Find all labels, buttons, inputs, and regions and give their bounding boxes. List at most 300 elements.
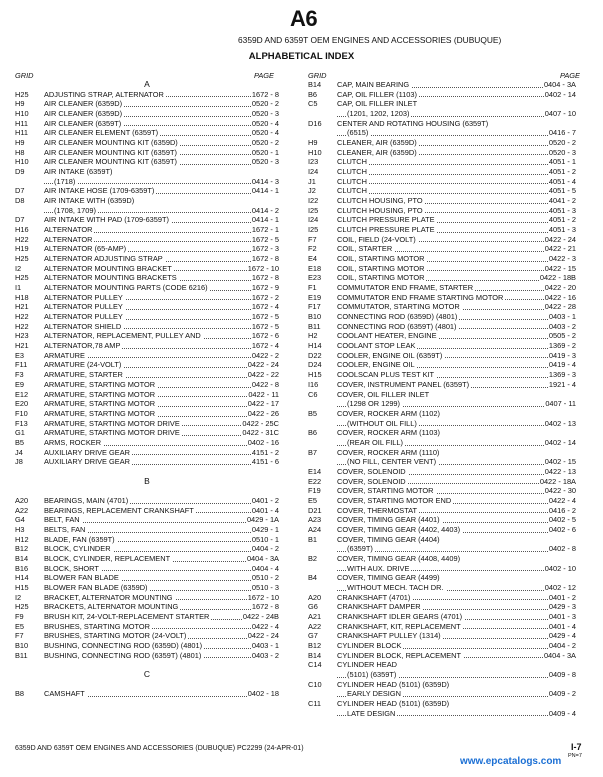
- index-entry: [308, 699, 576, 709]
- page-ref: 0422 - 31C: [242, 428, 279, 438]
- page-ref: 4051 - 2: [548, 167, 576, 177]
- index-entry: [308, 225, 576, 235]
- index-entry: [15, 583, 279, 593]
- page-ref: 1672 - 4: [251, 302, 279, 312]
- grid-ref: B14: [308, 80, 322, 89]
- page-ref: 4051 - 4: [548, 176, 576, 186]
- page-ref: 0422 - 2: [251, 350, 279, 360]
- index-entry: [15, 322, 279, 332]
- page-ref: 0416 - 7: [548, 128, 576, 138]
- index-entry: [15, 506, 279, 516]
- index-entry: [15, 331, 279, 341]
- index-entry: [308, 302, 576, 312]
- grid-ref: [308, 128, 337, 138]
- page-ref: 0520 - 2: [548, 138, 576, 148]
- entry-text: CYLINDER HEAD: [337, 660, 397, 670]
- index-entry: [15, 138, 279, 148]
- page-ref: 0422 - 17: [247, 399, 279, 409]
- page-ref: 0422 - 30: [544, 486, 576, 496]
- grid-ref: H16: [15, 225, 29, 235]
- index-entry: [15, 525, 279, 535]
- entry-text: CLUTCH: [337, 176, 367, 186]
- entry-text: CLUTCH: [337, 157, 367, 167]
- grid-ref: H9: [15, 138, 25, 148]
- grid-ref: F7: [308, 234, 317, 244]
- grid-ref: [308, 564, 337, 574]
- grid-ref: E5: [308, 495, 318, 505]
- grid-ref: F11: [15, 360, 28, 370]
- index-entry: [308, 457, 576, 467]
- entry-text: ARMATURE, STARTING MOTOR: [44, 389, 156, 399]
- index-entry: [308, 583, 576, 593]
- index-entry: [15, 293, 279, 303]
- index-entry: [15, 409, 279, 419]
- index-title: ALPHABETICAL INDEX: [248, 51, 355, 62]
- grid-ref: F10: [15, 408, 28, 418]
- index-entry: [308, 496, 576, 506]
- page-ref: 1672 - 5: [251, 234, 279, 244]
- page-ref: 0422 - 24: [247, 360, 279, 370]
- page-ref: 0414 - 2: [251, 205, 279, 215]
- grid-ref: A23: [308, 515, 322, 525]
- page-ref: 0520 - 4: [251, 128, 279, 138]
- grid-ref: [308, 709, 337, 719]
- grid-ref: B12: [15, 544, 29, 554]
- index-entry: [15, 612, 279, 622]
- entry-text: AIR CLEANER (6359T): [44, 118, 122, 128]
- entry-text: BRUSHES, STARTING MOTOR: [44, 621, 150, 631]
- grid-ref: E20: [15, 399, 29, 409]
- index-entry: [15, 593, 279, 603]
- index-entry: [15, 99, 279, 109]
- entry-text: COVER, ROCKER ARM (1102): [337, 408, 440, 418]
- entry-text: CLEANER, AIR (6359D): [337, 147, 417, 157]
- page-ref: 0401 - 3: [548, 611, 576, 621]
- entry-text: COVER, TIMING GEAR (4499): [337, 573, 440, 583]
- index-entry: [308, 157, 576, 167]
- entry-text: COVER, TIMING GEAR (4402, 4403): [337, 524, 461, 534]
- index-entry: [15, 196, 279, 206]
- entry-text: ALTERNATOR ADJUSTING STRAP: [44, 254, 163, 264]
- entry-text: ARMS, ROCKER: [44, 437, 102, 447]
- page-ref: 0429 - 1A: [246, 515, 279, 525]
- page-ref: [575, 660, 576, 670]
- grid-ref: B14: [308, 650, 322, 660]
- entry-text: ADJUSTING STRAP, ALTERNATOR: [44, 89, 164, 99]
- index-entry: [308, 244, 576, 254]
- index-entry: [15, 428, 279, 438]
- entry-text: (WITHOUT OIL FILL): [347, 418, 417, 428]
- grid-ref: D24: [308, 360, 322, 370]
- index-entry: [308, 254, 576, 264]
- index-entry: [308, 573, 576, 583]
- watermark-link[interactable]: www.epcatalogs.com: [460, 756, 562, 767]
- grid-ref: H25: [15, 254, 29, 264]
- entry-text: WITH AUX. DRIVE: [347, 563, 410, 573]
- grid-ref: I2: [15, 263, 22, 273]
- grid-ref: C6: [308, 389, 318, 399]
- index-entry: [308, 399, 576, 409]
- page-ref: 0402 - 14: [544, 89, 576, 99]
- index-entry: [308, 486, 576, 496]
- entry-text: COVER, OIL FILLER INLET: [337, 389, 430, 399]
- grid-ref: H22: [15, 312, 29, 322]
- entry-text: BLADE, FAN (6359T): [44, 534, 115, 544]
- entry-text: COVER, SOLENOID: [337, 466, 406, 476]
- entry-text: ARMATURE, STARTING MOTOR: [44, 399, 156, 409]
- grid-ref: E14: [308, 466, 322, 476]
- grid-ref: B8: [15, 689, 25, 699]
- grid-ref: H15: [15, 582, 29, 592]
- page-ref: 1672 - 3: [251, 244, 279, 254]
- page-ref: 1369 - 2: [548, 341, 576, 351]
- grid-ref: E19: [308, 292, 322, 302]
- grid-ref: A20: [15, 495, 29, 505]
- index-entry: [15, 573, 279, 583]
- grid-ref: J4: [15, 447, 23, 457]
- footer-pn: PN=7: [568, 753, 582, 759]
- index-entry: [15, 302, 279, 312]
- page-ref: [575, 119, 576, 129]
- entry-text: CLUTCH PRESSURE PLATE: [337, 215, 435, 225]
- page-ref: 0422 - 25C: [242, 418, 279, 428]
- entry-text: AIR INTAKE (6359T): [44, 167, 113, 177]
- index-entry: [308, 525, 576, 535]
- page-ref: 0402 - 10: [544, 563, 576, 573]
- index-entry: [308, 109, 576, 119]
- entry-text: ARMATURE, STARTING MOTOR: [44, 379, 156, 389]
- grid-ref: H3: [15, 524, 25, 534]
- index-entry: [308, 535, 576, 545]
- index-entry: [15, 564, 279, 574]
- index-entry: [15, 157, 279, 167]
- index-entry: [308, 689, 576, 699]
- page-ref: 0422 - 21: [544, 244, 576, 254]
- index-entry: [308, 360, 576, 370]
- entry-text: ALTERNATOR PULLEY: [44, 292, 123, 302]
- index-entry: [15, 554, 279, 564]
- entry-text: BLOCK, CYLINDER: [44, 544, 111, 554]
- grid-ref: B7: [308, 447, 318, 457]
- index-entry: [308, 167, 576, 177]
- section-letter: C: [143, 668, 151, 679]
- page-ref: 0404 - 3A: [543, 80, 576, 89]
- entry-text: COIL, STARTING MOTOR: [337, 273, 425, 283]
- index-entry: [308, 544, 576, 554]
- grid-ref: J8: [15, 457, 23, 467]
- page-ref: 0429 - 3: [548, 602, 576, 612]
- index-entry: [308, 448, 576, 458]
- entry-text: ALTERNATOR: [44, 234, 93, 244]
- index-entry: [15, 496, 279, 506]
- grid-ref: [308, 419, 337, 429]
- section-code: A6: [290, 6, 318, 31]
- page-ref: 0422 - 18A: [539, 476, 576, 486]
- entry-text: COMMUTATOR END FRAME STARTING MOTOR: [337, 292, 504, 302]
- page-ref: 0422 - 11: [248, 389, 279, 399]
- page-ref: 1672 - 2: [251, 292, 279, 302]
- entry-text: AUXILIARY DRIVE GEAR: [44, 457, 130, 467]
- page-ref: 0422 - 26: [247, 408, 279, 418]
- index-entry: [15, 631, 279, 641]
- grid-ref: I2: [15, 592, 22, 602]
- index-entry: [15, 244, 279, 254]
- left-grid-heading: GRID: [15, 71, 34, 80]
- page-ref: 0402 - 12: [544, 582, 576, 592]
- grid-ref: H10: [15, 109, 29, 119]
- entry-text: COVER, SOLENOID: [337, 476, 406, 486]
- index-entry: [308, 612, 576, 622]
- grid-ref: G6: [308, 602, 318, 612]
- index-entry: [15, 167, 279, 177]
- grid-ref: E4: [308, 254, 318, 264]
- page-ref: 0401 - 2: [548, 592, 576, 602]
- page-ref: 1672 - 6: [251, 331, 279, 341]
- index-entry: [308, 515, 576, 525]
- grid-ref: E12: [15, 389, 29, 399]
- page-ref: 0409 - 2: [548, 689, 576, 699]
- page-ref: 0520 - 2: [251, 138, 279, 148]
- page-ref: 1672 - 8: [251, 254, 279, 264]
- entry-text: AUXILIARY DRIVE GEAR: [44, 447, 130, 457]
- index-entry: [308, 554, 576, 564]
- grid-ref: D16: [308, 118, 322, 128]
- page-ref: 0422 - 24B: [242, 611, 279, 621]
- page-ref: 0402 - 18: [247, 689, 279, 699]
- page-ref: 0422 - 16: [544, 292, 576, 302]
- page-ref: 0402 - 13: [544, 418, 576, 428]
- entry-text: LATE DESIGN: [347, 708, 396, 718]
- index-entry: [15, 351, 279, 361]
- grid-ref: E9: [15, 379, 25, 389]
- grid-ref: B12: [308, 640, 322, 650]
- entry-text: (1708, 1709): [54, 205, 96, 215]
- index-entry: [15, 380, 279, 390]
- entry-text: BEARINGS, MAIN (4701): [44, 495, 129, 505]
- entry-text: COOLER, ENGINE OIL: [337, 360, 415, 370]
- grid-ref: I1: [15, 283, 22, 293]
- grid-ref: A22: [15, 505, 29, 515]
- entry-text: COVER, ROCKER ARM (1110): [337, 447, 440, 457]
- page-ref: 0409 - 4: [548, 708, 576, 718]
- page-ref: 0414 - 1: [251, 215, 279, 225]
- grid-ref: B2: [308, 553, 318, 563]
- index-entry: [15, 438, 279, 448]
- page-ref: 0401 - 4: [548, 621, 576, 631]
- page-ref: [575, 680, 576, 690]
- grid-ref: H25: [15, 89, 29, 99]
- page-ref: 0402 - 15: [544, 457, 576, 467]
- grid-ref: F1: [308, 283, 317, 293]
- grid-ref: H8: [15, 147, 25, 157]
- entry-text: BUSHING, CONNECTING ROD (6359D) (4801): [44, 640, 203, 650]
- page-ref: 1672 - 4: [251, 341, 279, 351]
- page-ref: 0419 - 3: [548, 350, 576, 360]
- footer-text: 6359D AND 6359T OEM ENGINES AND ACCESSORIES (DUBUQUE) PC2299 (24-APR-01): [15, 745, 304, 752]
- page-ref: 0404 - 2: [548, 640, 576, 650]
- section-letter: B: [144, 475, 150, 486]
- index-entry: [308, 709, 576, 719]
- grid-ref: H23: [15, 331, 29, 341]
- entry-text: COVER, INSTRUMENT PANEL (6359T): [337, 379, 470, 389]
- page-ref: [575, 699, 576, 709]
- entry-text: AIR CLEANER (6359D): [44, 99, 123, 109]
- index-entry: [15, 641, 279, 651]
- entry-text: BRUSHES, STARTING MOTOR (24-VOLT): [44, 631, 187, 641]
- index-entry: [15, 651, 279, 661]
- page-ref: 0422 - 4: [251, 621, 279, 631]
- entry-text: BEARINGS, REPLACEMENT CRANKSHAFT: [44, 505, 194, 515]
- page-ref: 4151 - 6: [251, 457, 279, 467]
- index-entry: [308, 370, 576, 380]
- grid-ref: C11: [308, 699, 322, 708]
- index-column-right: [308, 80, 576, 718]
- grid-ref: H9: [308, 138, 318, 148]
- entry-text: AIR CLEANER (6359D): [44, 109, 123, 119]
- index-entry: [15, 235, 279, 245]
- entry-text: (REAR OIL FILL): [347, 437, 403, 447]
- index-entry: [308, 380, 576, 390]
- page-ref: 1672 - 8: [251, 273, 279, 283]
- index-entry: [308, 593, 576, 603]
- entry-text: AIR CLEANER ELEMENT (6359T): [44, 128, 159, 138]
- grid-ref: D22: [308, 350, 322, 360]
- page-ref: 0520 - 3: [251, 157, 279, 167]
- page-ref: 0401 - 4: [251, 505, 279, 515]
- index-entry: [308, 119, 576, 129]
- grid-ref: E23: [308, 273, 322, 283]
- page-ref: 0422 - 13: [544, 466, 576, 476]
- grid-ref: A21: [308, 611, 322, 621]
- page-ref: [575, 448, 576, 458]
- entry-text: ARMATURE, STARTING MOTOR: [44, 408, 156, 418]
- entry-text: BLOWER FAN BLADE: [44, 573, 119, 583]
- entry-text: ARMATURE (24-VOLT): [44, 360, 122, 370]
- entry-text: ALTERNATOR MOUNTING BRACKETS: [44, 273, 177, 283]
- page-ref: 0402 - 16: [247, 437, 279, 447]
- page-ref: 0403 - 2: [548, 321, 576, 331]
- page-ref: 0402 - 14: [544, 437, 576, 447]
- page-ref: 0409 - 8: [548, 669, 576, 679]
- grid-ref: [15, 177, 44, 187]
- grid-ref: H15: [308, 370, 322, 380]
- entry-text: CRANKSHAFT (4701): [337, 592, 411, 602]
- footer-page-number: I-7: [571, 742, 582, 752]
- page-ref: 4151 - 2: [251, 447, 279, 457]
- index-entry: [15, 312, 279, 322]
- index-entry: [308, 631, 576, 641]
- page-ref: 1672 - 9: [251, 283, 279, 293]
- grid-ref: H18: [15, 292, 29, 302]
- page-ref: 4051 - 5: [548, 186, 576, 196]
- index-entry: [15, 341, 279, 351]
- grid-ref: H11: [15, 128, 29, 138]
- index-entry: [15, 448, 279, 458]
- index-entry: [15, 360, 279, 370]
- entry-text: COVER, THERMOSTAT: [337, 505, 418, 515]
- page-ref: [575, 573, 576, 583]
- index-entry: [15, 602, 279, 612]
- page-ref: 0407 - 11: [545, 399, 576, 409]
- entry-text: CRANKSHAFT, KIT, REPLACEMENT: [337, 621, 461, 631]
- index-entry: [308, 99, 576, 109]
- index-entry: [308, 438, 576, 448]
- grid-ref: H14: [15, 573, 29, 583]
- page-ref: 0422 - 18B: [539, 273, 576, 283]
- index-entry: [15, 225, 279, 235]
- page-ref: 0403 - 1: [251, 640, 279, 650]
- grid-ref: H2: [308, 331, 318, 341]
- entry-text: COVER, TIMING GEAR (4401): [337, 515, 440, 525]
- index-entry: [15, 399, 279, 409]
- grid-ref: [308, 438, 337, 448]
- entry-text: (1718): [54, 176, 76, 186]
- entry-text: COIL, FIELD (24-VOLT): [337, 234, 416, 244]
- grid-ref: I16: [308, 379, 319, 389]
- index-entry: [308, 641, 576, 651]
- entry-text: BUSHING, CONNECTING ROD (6359T) (4801): [44, 650, 202, 660]
- page-ref: [575, 99, 576, 109]
- entry-text: BLOWER FAN BLADE (6359D): [44, 582, 148, 592]
- page-ref: 0422 - 24: [544, 234, 576, 244]
- page-ref: [575, 390, 576, 400]
- entry-text: ALTERNATOR: [44, 225, 93, 235]
- index-entry: [308, 602, 576, 612]
- index-entry: [308, 351, 576, 361]
- entry-text: BELTS, FAN: [44, 524, 86, 534]
- page-ref: 4051 - 1: [548, 157, 576, 167]
- grid-ref: I25: [308, 225, 319, 235]
- page-ref: 0419 - 4: [548, 360, 576, 370]
- right-page-heading: PAGE: [560, 71, 580, 80]
- page-ref: 0422 - 28: [544, 302, 576, 312]
- entry-text: BRUSH KIT, 24-VOLT-REPLACEMENT STARTER: [44, 611, 210, 621]
- entry-text: CONNECTING ROD (6359D) (4801): [337, 312, 458, 322]
- entry-text: ALTERNATOR PULLEY: [44, 302, 123, 312]
- entry-text: CRANKSHAFT IDLER GEARS (4701): [337, 611, 463, 621]
- page-ref: 4051 - 3: [548, 205, 576, 215]
- entry-text: ALTERNATOR MOUNTING PARTS (CODE 6216): [44, 283, 208, 293]
- grid-ref: [308, 689, 337, 699]
- index-entry: [15, 206, 279, 216]
- grid-ref: [308, 544, 337, 554]
- document-subtitle: 6359D AND 6359T OEM ENGINES AND ACCESSORIES (DUBUQUE): [238, 35, 502, 45]
- grid-ref: [15, 206, 44, 216]
- grid-ref: D8: [15, 196, 25, 206]
- index-entry: [15, 90, 279, 100]
- grid-ref: B16: [15, 563, 29, 573]
- page-ref: 4051 - 3: [548, 225, 576, 235]
- grid-ref: H14: [308, 341, 322, 351]
- index-entry: [15, 254, 279, 264]
- grid-ref: C14: [308, 660, 322, 670]
- entry-text: ARMATURE, STARTING MOTOR DRIVE: [44, 418, 180, 428]
- page-ref: 0416 - 2: [548, 505, 576, 515]
- grid-ref: H21: [15, 302, 29, 312]
- grid-ref: C10: [308, 679, 322, 689]
- index-entry: [308, 206, 576, 216]
- entry-text: AIR INTAKE WITH (6359D): [44, 196, 135, 206]
- page-ref: 0402 - 6: [548, 524, 576, 534]
- right-grid-heading: GRID: [308, 71, 327, 80]
- entry-text: COVER, STARTING MOTOR: [337, 486, 434, 496]
- index-entry: [308, 312, 576, 322]
- index-entry: [308, 564, 576, 574]
- grid-ref: B6: [308, 89, 318, 99]
- page-ref: 0402 - 5: [548, 515, 576, 525]
- index-entry: [308, 283, 576, 293]
- entry-text: ARMATURE, STARTING MOTOR DRIVE: [44, 428, 180, 438]
